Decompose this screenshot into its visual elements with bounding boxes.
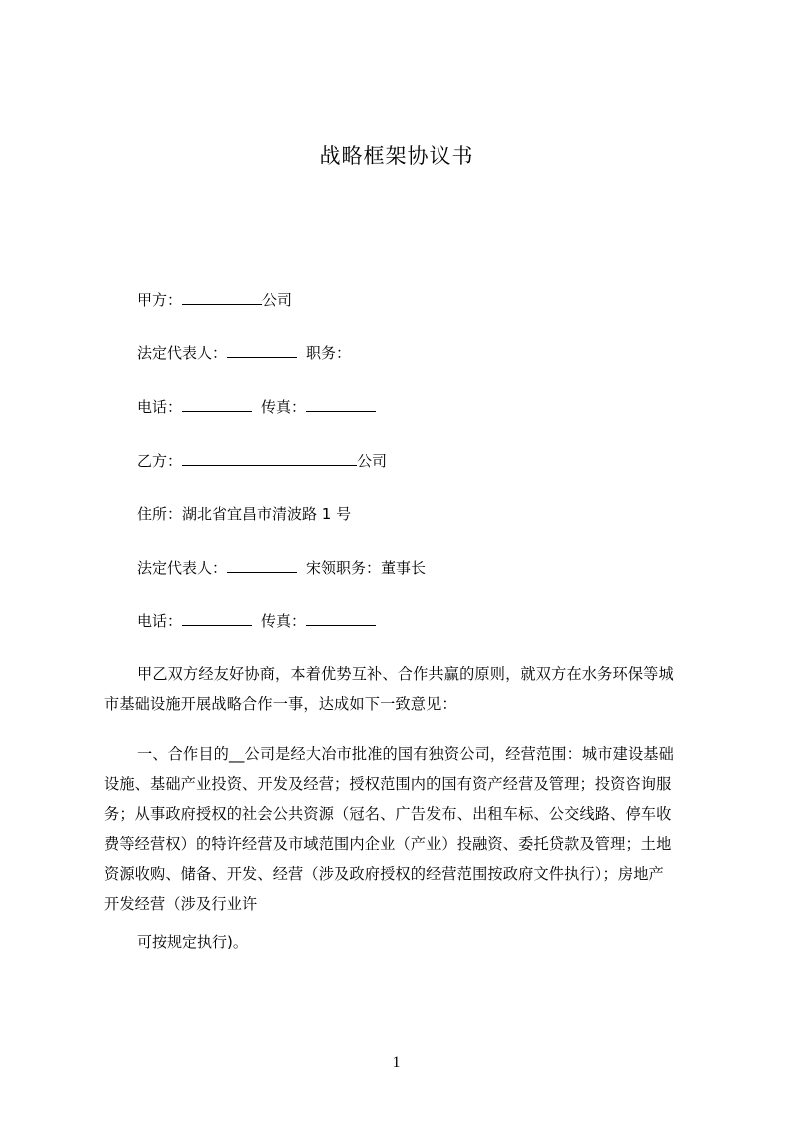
party-a-fax-blank [306, 396, 376, 412]
page-number: 1 [392, 1054, 401, 1071]
party-a-phone-line [137, 396, 376, 418]
intro-paragraph [104, 659, 674, 719]
document-title: 战略框架协议书 [319, 144, 474, 168]
clause-line: 务；从事政府授权的社会公共资源（冠名、广告发布、出租车标、公交线路、停车收 [104, 805, 672, 823]
party-b-position-label: 宋领职务：董事长 [306, 559, 427, 577]
party-a-label: 甲方： [137, 291, 183, 309]
intro-line: 甲乙双方经友好协商，本着优势互补、合作共赢的原则，就双方在水务环保等城 [137, 665, 674, 683]
party-a-rep-label: 法定代表人： [137, 344, 228, 362]
clause-1-continuation: 可按规定执行)。 [137, 933, 248, 951]
party-b-rep-line [137, 557, 426, 579]
clause-line: 一、合作目的__公司是经大冶市批准的国有独资公司，经营范围：城市建设基础 [137, 745, 674, 763]
party-a-fax-label: 传真： [261, 398, 307, 416]
party-b-rep-label: 法定代表人： [137, 559, 228, 577]
party-b-phone-label: 电话： [137, 612, 183, 630]
party-b-name-blank [182, 450, 357, 466]
party-b-rep-blank [227, 557, 297, 573]
party-b-fax-label: 传真： [261, 612, 307, 630]
party-a-name-line [137, 289, 292, 311]
party-a-name-blank [182, 289, 262, 305]
clause-line: 费等经营权）的特许经营及市域范围内企业（产业）投融资、委托贷款及管理；土地 [104, 835, 672, 853]
clause-1-paragraph [104, 739, 674, 919]
party-a-rep-blank [227, 342, 297, 358]
party-a-position-label: 职务： [306, 344, 352, 362]
party-b-address: 住所：湖北省宜昌市清波路 1 号 [137, 505, 352, 523]
clause-line: 开发经营（涉及行业许 [104, 895, 258, 913]
party-a-suffix: 公司 [262, 291, 293, 309]
party-a-rep-line [137, 342, 351, 364]
party-b-fax-blank [306, 610, 376, 626]
party-b-label: 乙方： [137, 452, 183, 470]
intro-line: 市基础设施开展战略合作一事，达成如下一致意见： [104, 695, 457, 713]
party-a-phone-blank [182, 396, 252, 412]
clause-line: 资源收购、储备、开发、经营（涉及政府授权的经营范围按政府文件执行）；房地产 [104, 865, 664, 883]
clause-line: 设施、基础产业投资、开发及经营；授权范围内的国有资产经营及管理；投资咨询服 [104, 775, 672, 793]
party-a-phone-label: 电话： [137, 398, 183, 416]
party-b-name-line [137, 450, 387, 472]
party-b-suffix: 公司 [357, 452, 388, 470]
party-b-phone-blank [182, 610, 252, 626]
party-b-phone-line [137, 610, 376, 632]
